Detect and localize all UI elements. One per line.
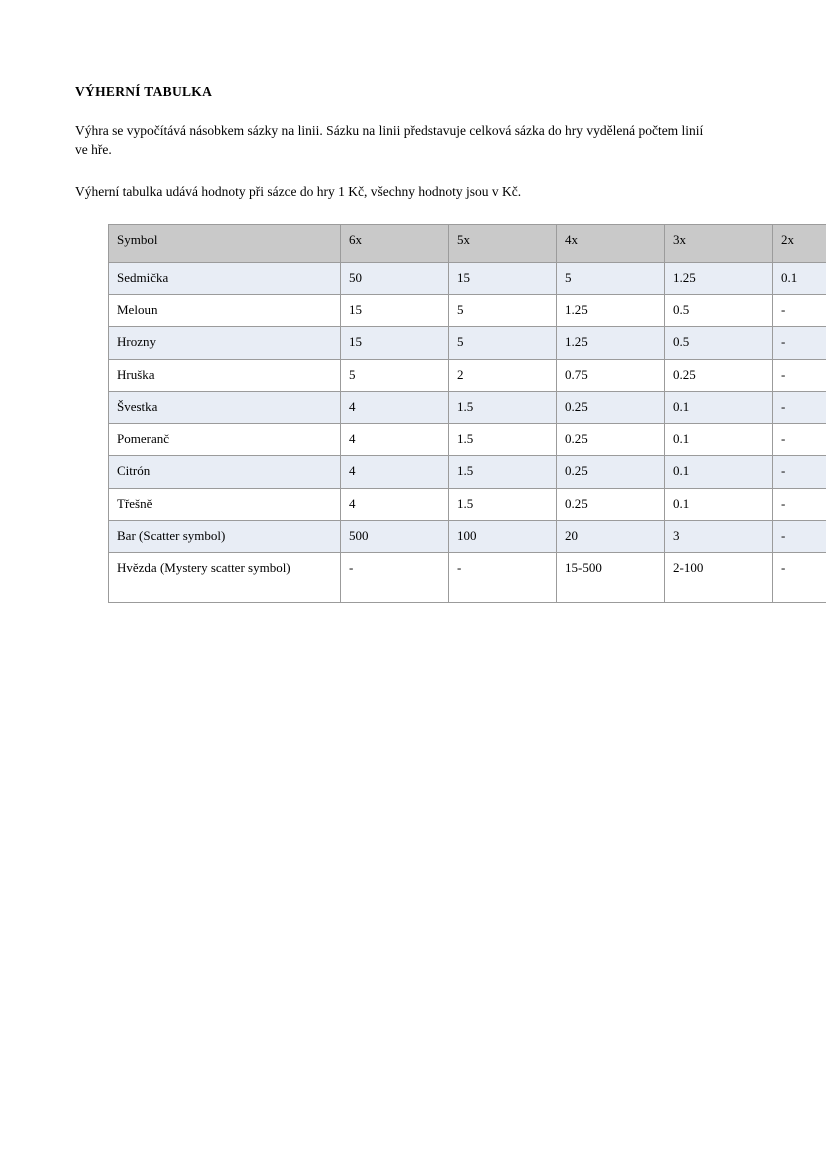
cell-4x: 0.75 <box>557 359 665 391</box>
table-row <box>109 391 826 423</box>
paytable-body <box>109 262 826 602</box>
cell-4x: 1.25 <box>557 327 665 359</box>
table-row <box>109 553 826 603</box>
cell-2x: - <box>773 424 826 456</box>
cell-6x: 4 <box>341 488 449 520</box>
cell-6x: 5 <box>341 359 449 391</box>
cell-symbol: Hruška <box>109 359 341 391</box>
cell-3x: 0.25 <box>665 359 773 391</box>
cell-4x: 1.25 <box>557 295 665 327</box>
table-row <box>109 456 826 488</box>
cell-2x: - <box>773 295 826 327</box>
cell-5x: 100 <box>449 520 557 552</box>
header-3x: 3x <box>665 224 773 262</box>
cell-6x: 15 <box>341 327 449 359</box>
table-row <box>109 520 826 552</box>
intro-paragraph-2: Výherní tabulka udává hodnoty při sázce do hry 1 Kč, všechny hodnoty jsou v Kč. <box>75 184 522 200</box>
cell-symbol: Švestka <box>109 391 341 423</box>
cell-4x: 0.25 <box>557 488 665 520</box>
cell-4x: 0.25 <box>557 456 665 488</box>
cell-3x: 0.1 <box>665 424 773 456</box>
table-row <box>109 327 826 359</box>
cell-5x: - <box>449 553 557 603</box>
table-row <box>109 359 826 391</box>
cell-symbol: Citrón <box>109 456 341 488</box>
header-6x: 6x <box>341 224 449 262</box>
cell-6x: 500 <box>341 520 449 552</box>
cell-3x: 0.5 <box>665 327 773 359</box>
cell-symbol: Pomeranč <box>109 424 341 456</box>
cell-5x: 15 <box>449 262 557 294</box>
cell-symbol: Sedmička <box>109 262 341 294</box>
cell-4x: 0.25 <box>557 424 665 456</box>
header-2x: 2x <box>773 224 826 262</box>
cell-5x: 1.5 <box>449 456 557 488</box>
cell-3x: 0.1 <box>665 456 773 488</box>
cell-3x: 3 <box>665 520 773 552</box>
cell-4x: 5 <box>557 262 665 294</box>
cell-6x: - <box>341 553 449 603</box>
cell-6x: 4 <box>341 391 449 423</box>
cell-6x: 4 <box>341 456 449 488</box>
cell-2x: - <box>773 553 826 603</box>
table-row <box>109 295 826 327</box>
header-4x: 4x <box>557 224 665 262</box>
cell-5x: 1.5 <box>449 391 557 423</box>
cell-2x: - <box>773 520 826 552</box>
table-row <box>109 488 826 520</box>
cell-symbol: Hvězda (Mystery scatter symbol) <box>109 553 341 603</box>
intro-paragraph-1: Výhra se vypočítává násobkem sázky na linii. Sázku na linii představuje celková sázka do hry vydělená počtem linií ve hře. <box>75 123 704 157</box>
cell-symbol: Hrozny <box>109 327 341 359</box>
cell-3x: 0.1 <box>665 391 773 423</box>
header-symbol: Symbol <box>109 224 341 262</box>
cell-symbol: Meloun <box>109 295 341 327</box>
cell-4x: 15-500 <box>557 553 665 603</box>
cell-3x: 2-100 <box>665 553 773 603</box>
cell-2x: - <box>773 456 826 488</box>
cell-symbol: Třešně <box>109 488 341 520</box>
cell-5x: 5 <box>449 327 557 359</box>
cell-6x: 50 <box>341 262 449 294</box>
cell-4x: 0.25 <box>557 391 665 423</box>
cell-5x: 1.5 <box>449 424 557 456</box>
paytable-container <box>108 224 798 603</box>
cell-3x: 0.1 <box>665 488 773 520</box>
table-row <box>109 424 826 456</box>
cell-2x: - <box>773 327 826 359</box>
cell-6x: 15 <box>341 295 449 327</box>
table-row <box>109 262 826 294</box>
cell-2x: 0.1 <box>773 262 826 294</box>
cell-5x: 1.5 <box>449 488 557 520</box>
cell-3x: 1.25 <box>665 262 773 294</box>
paytable <box>108 224 826 603</box>
cell-5x: 2 <box>449 359 557 391</box>
header-5x: 5x <box>449 224 557 262</box>
cell-symbol: Bar (Scatter symbol) <box>109 520 341 552</box>
cell-2x: - <box>773 391 826 423</box>
cell-2x: - <box>773 359 826 391</box>
cell-6x: 4 <box>341 424 449 456</box>
cell-5x: 5 <box>449 295 557 327</box>
cell-4x: 20 <box>557 520 665 552</box>
paytable-header <box>109 224 826 262</box>
cell-2x: - <box>773 488 826 520</box>
table-header-row <box>109 224 826 262</box>
page-title: VÝHERNÍ TABULKA <box>75 84 213 99</box>
cell-3x: 0.5 <box>665 295 773 327</box>
